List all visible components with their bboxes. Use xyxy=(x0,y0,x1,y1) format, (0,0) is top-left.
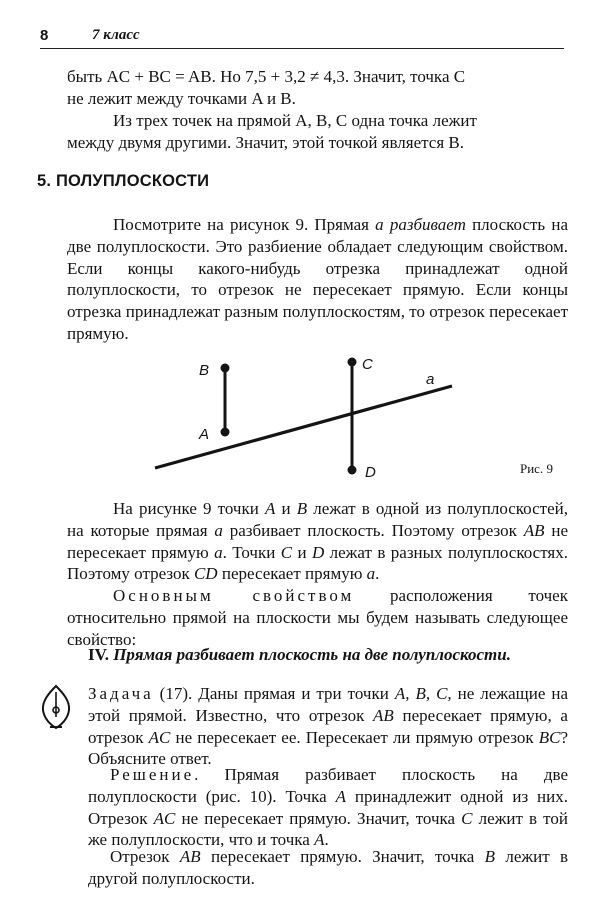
solution-paragraph: Решение. Прямая разбивает плоскость на две полуплоскости (рис. 10). Точка A принадлежит одной из них. Отрезок AC не пересекает прямую. Значит, точка C лежит в той же полуплоскости, что и точка A. xyxy=(88,765,569,850)
point-c xyxy=(348,358,357,367)
task-pen-icon xyxy=(36,683,76,731)
paragraph-figure-explanation: На рисунке 9 точки A и B лежат в одной из полуплоскостей, на которые прямая a разбивает плоскость. Поэтому отрезок AB не пересекает прямую a. Точки C и D лежат в разных полуплоскостях. Поэтому отрезок CD пересекает прямую a. xyxy=(67,499,568,584)
section-title: 5. ПОЛУПЛОСКОСТИ xyxy=(37,172,210,190)
intro-line-3: Из трех точек на прямой A, B, C одна точка лежит xyxy=(113,111,477,130)
task-17: Задача (17). Даны прямая и три точки A, B, C, не лежащие на этой прямой. Известно, что отрезок AB пересекает прямую, а отрезок AC не пересекает ее. Пересекает ли прямую отрезок BC? Объясните ответ. xyxy=(88,684,569,769)
page-header xyxy=(40,27,564,49)
label-c: C xyxy=(362,356,373,373)
page-number: 8 xyxy=(40,27,49,44)
paragraph-intro-halfplanes: Посмотрите на рисунок 9. Прямая a разбивает плоскость на две полуплоскости. Это разбиение обладает следующим свойством. Если концы какого-нибудь отрезка принадлежат одной полуплоскости, то отрезок не пересекает прямую. Если концы отрезка принадлежат разным полуплоскостям, то отрезок пересекает прямую. xyxy=(67,215,569,343)
point-d xyxy=(348,466,357,475)
property-iv: IV. Прямая разбивает плоскость на две полуплоскости. xyxy=(88,645,511,664)
intro-line-4: между двумя другими. Значит, этой точкой является B. xyxy=(67,133,464,152)
label-b: B xyxy=(199,362,210,379)
label-line-a: a xyxy=(426,371,435,388)
running-title: 7 класс xyxy=(92,27,140,43)
figure-9 xyxy=(140,350,480,490)
intro-line-2: не лежит между точками A и B. xyxy=(67,89,296,108)
point-a xyxy=(221,428,230,437)
paragraph-main-property: Основным свойством расположения точек относительно прямой на плоскости мы будем называть следующее свойство: xyxy=(67,586,568,649)
figure-caption: Рис. 9 xyxy=(520,461,553,476)
intro-line-1: быть AC + BC = AB. Но 7,5 + 3,2 ≠ 4,3. Значит, точка C xyxy=(67,67,466,86)
label-d: D xyxy=(365,464,376,481)
header-rule xyxy=(40,48,564,49)
label-a: A xyxy=(199,426,210,443)
solution-conclusion: Отрезок AB пересекает прямую. Значит, точка B лежит в другой полуплоскости. xyxy=(88,847,568,888)
point-b xyxy=(221,364,230,373)
